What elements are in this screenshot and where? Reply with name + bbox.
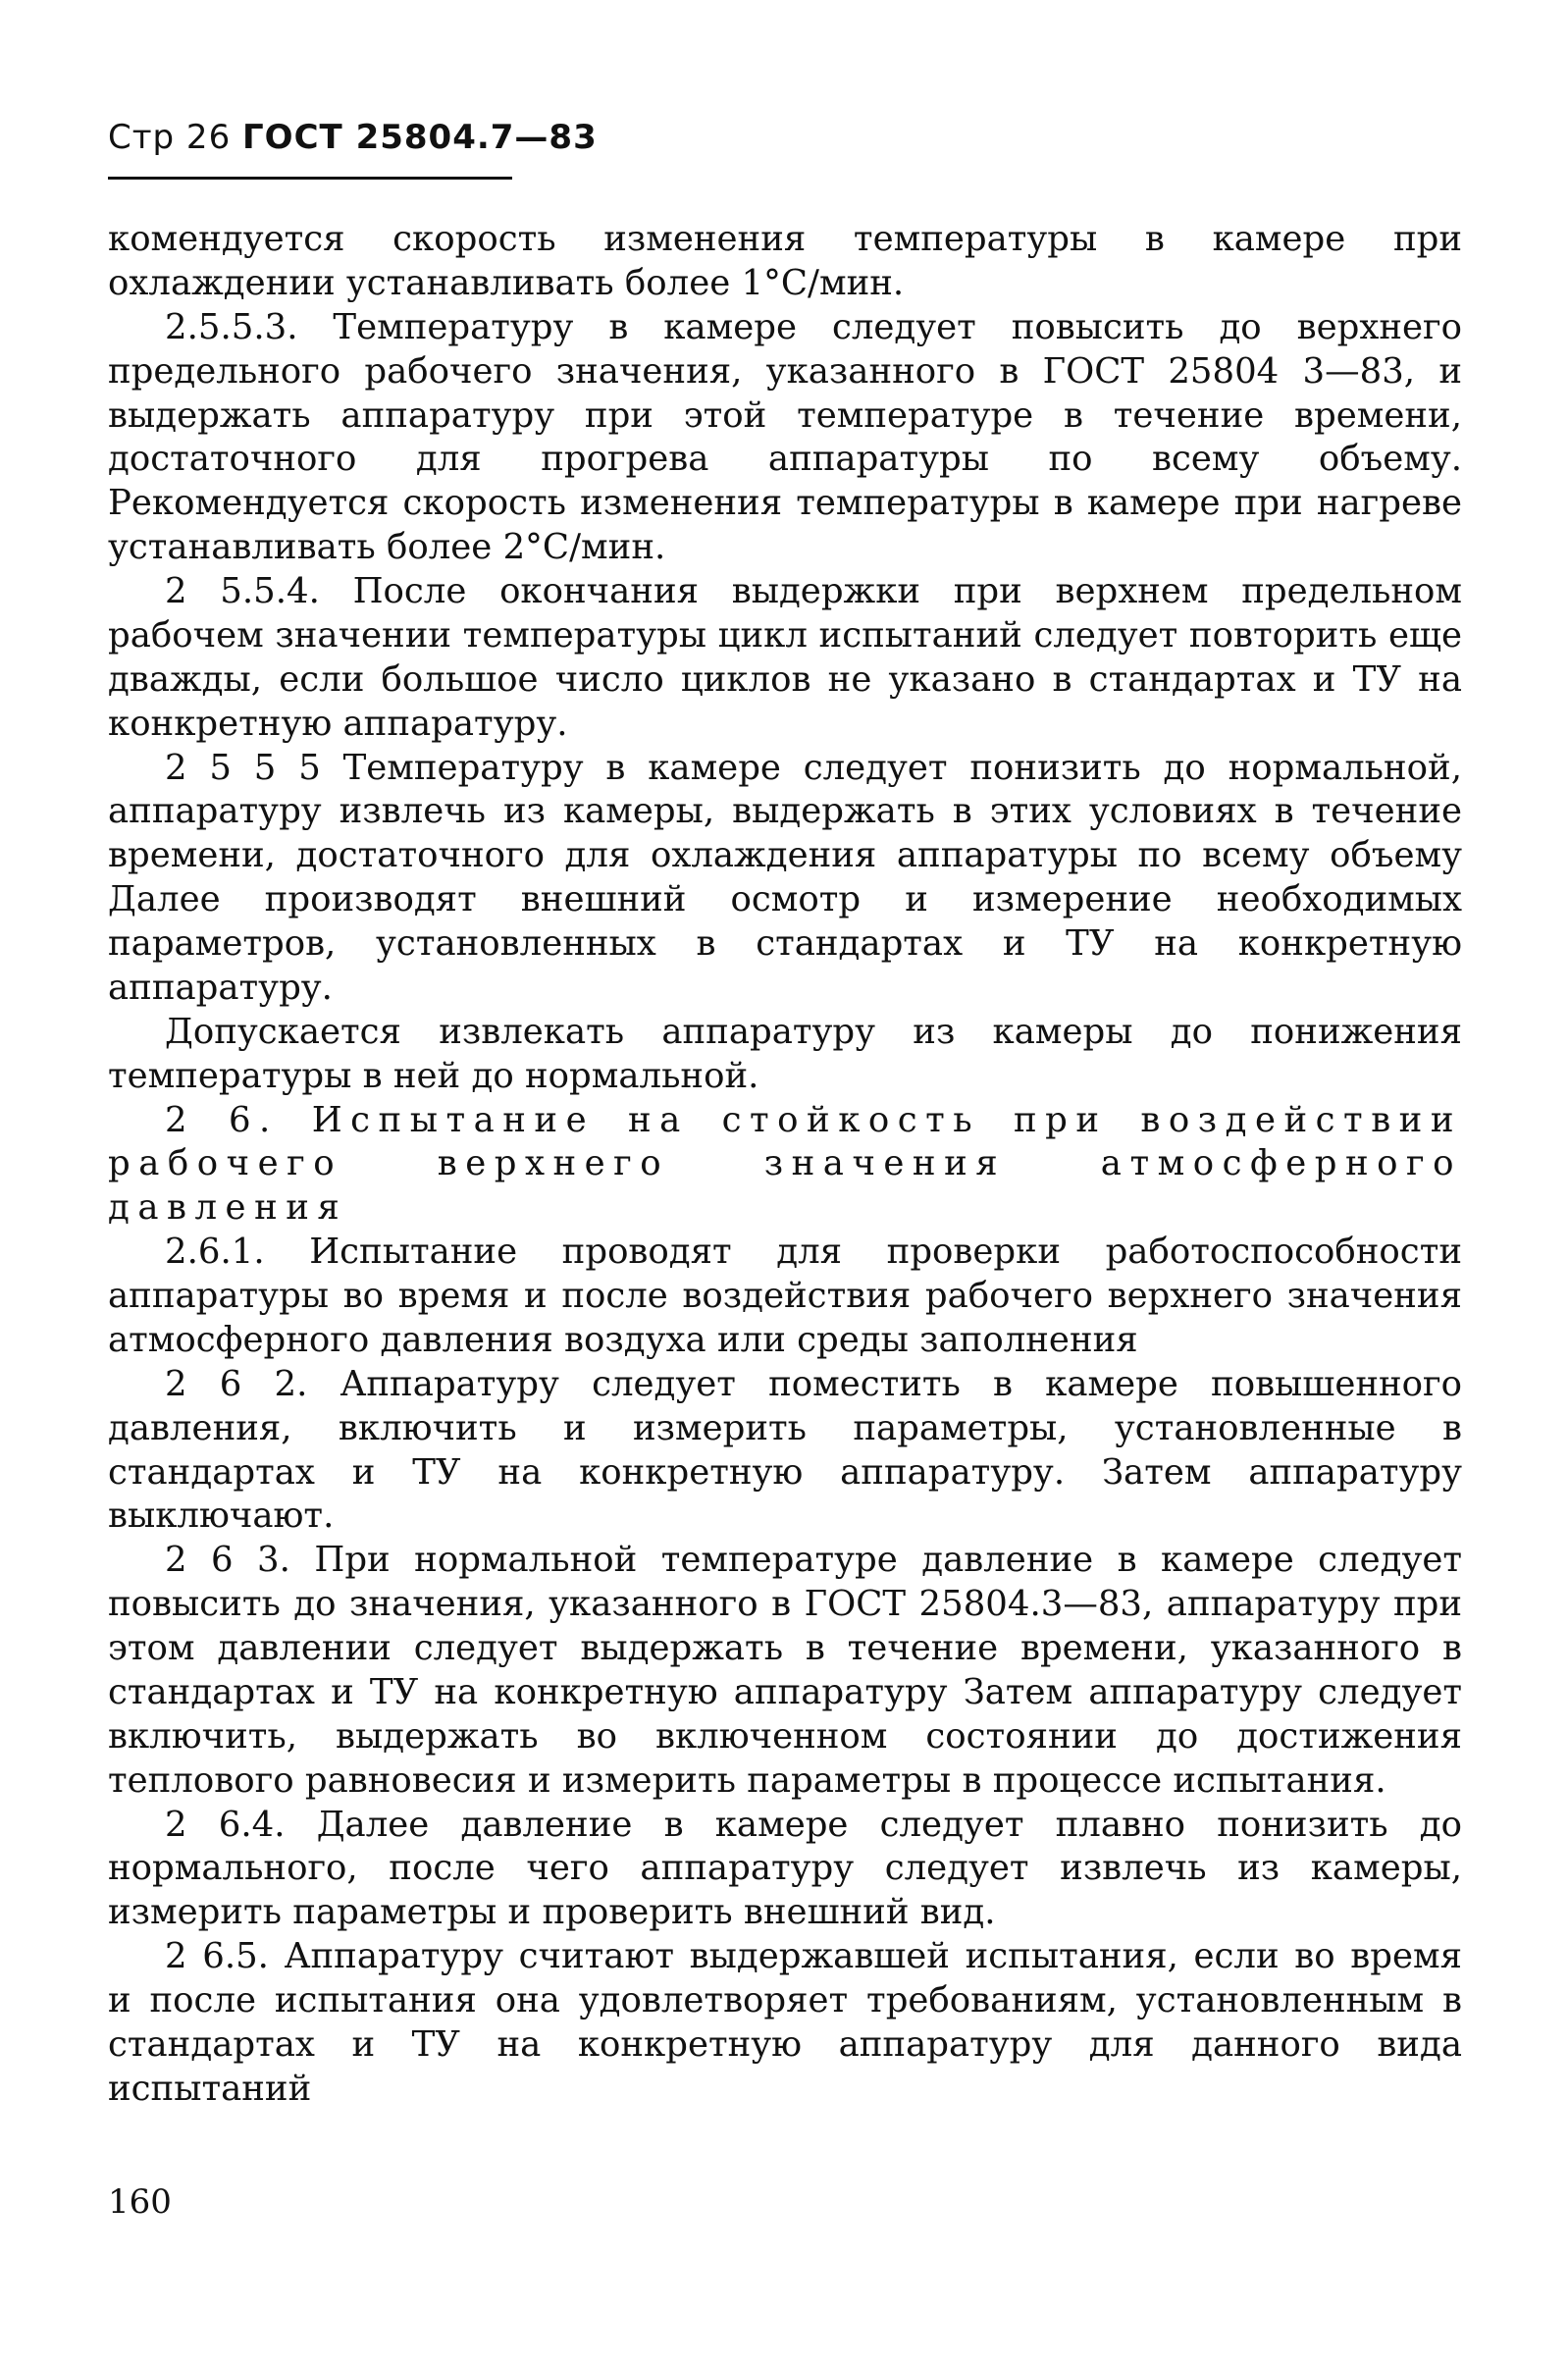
page-number: 160 xyxy=(108,2182,172,2222)
section-heading-2-6: 2 6. Испытание на стойкость при воздействии рабочего верхнего значения атмосферного давления xyxy=(108,1099,1462,1229)
paragraph-2-6-1: 2.6.1. Испытание проводят для проверки работоспособности аппаратуры во время и после воздействия рабочего верхнего значения атмосферного давления воздуха или среды заполнения xyxy=(108,1232,1462,1360)
header-underline xyxy=(108,177,512,180)
paragraph-2-5-5-3: 2.5.5.3. Температуру в камере следует повысить до верхнего предельного рабочего значения, указанного в ГОСТ 25804 3—83, и выдержать аппаратуру при этой температуре в течение времени, достаточного для прогрева аппаратуры по всему объему. Рекомендуется скорость изменения температуры в камере при нагреве устанавливать более 2°С/мин. xyxy=(108,306,1462,568)
paragraph-2-6-3: 2 6 3. При нормальной температуре давление в камере следует повысить до значения, указанного в ГОСТ 25804.3—83, аппаратуру при этом давлении следует выдержать в течение времени, указанного в стандартах и ТУ на конкретную аппаратуру Затем аппаратуру следует включить, выдержать во включенном состоянии до достижения теплового равновесия и измерить параметры в процессе испытания. xyxy=(108,1540,1462,1801)
document-body xyxy=(108,218,1462,2112)
page-header xyxy=(108,118,598,157)
paragraph-2-6-5: 2 6.5. Аппаратуру считают выдержавшей испытания, если во время и после испытания она удовлетворяет требованиям, установленным в стандартах и ТУ на конкретную аппаратуру для данного вида испытаний xyxy=(108,1936,1462,2109)
page-header-prefix: Стр 26 xyxy=(108,118,243,157)
paragraph-2-5-5-4: 2 5.5.4. После окончания выдержки при верхнем предельном рабочем значении температуры цикл испытаний следует повторить еще дважды, если большое число циклов не указано в стандартах и ТУ на конкретную аппаратуру. xyxy=(108,571,1462,744)
paragraph-continuation: комендуется скорость изменения температуры в камере при охлаждении устанавливать более 1°С/мин. xyxy=(108,219,1462,303)
paragraph-2-5-5-5: 2 5 5 5 Температуру в камере следует понизить до нормальной, аппаратуру извлечь из камеры, выдержать в этих условиях в течение времени, достаточного для охлаждения аппаратуры по всему объему Далее производят внешний осмотр и измерение необходимых параметров, установленных в стандартах и ТУ на конкретную аппаратуру. xyxy=(108,747,1462,1008)
paragraph-allowed-removal: Допускается извлекать аппаратуру из камеры до понижения температуры в ней до нормальной. xyxy=(108,1011,1462,1096)
paragraph-2-6-4: 2 6.4. Далее давление в камере следует плавно понизить до нормального, после чего аппаратуру следует извлечь из камеры, измерить параметры и проверить внешний вид. xyxy=(108,1804,1462,1933)
standard-code: ГОСТ 25804.7—83 xyxy=(242,118,598,157)
paragraph-2-6-2: 2 6 2. Аппаратуру следует поместить в камере повышенного давления, включить и измерить параметры, установленные в стандартах и ТУ на конкретную аппаратуру. Затем аппаратуру выключают. xyxy=(108,1363,1462,1537)
